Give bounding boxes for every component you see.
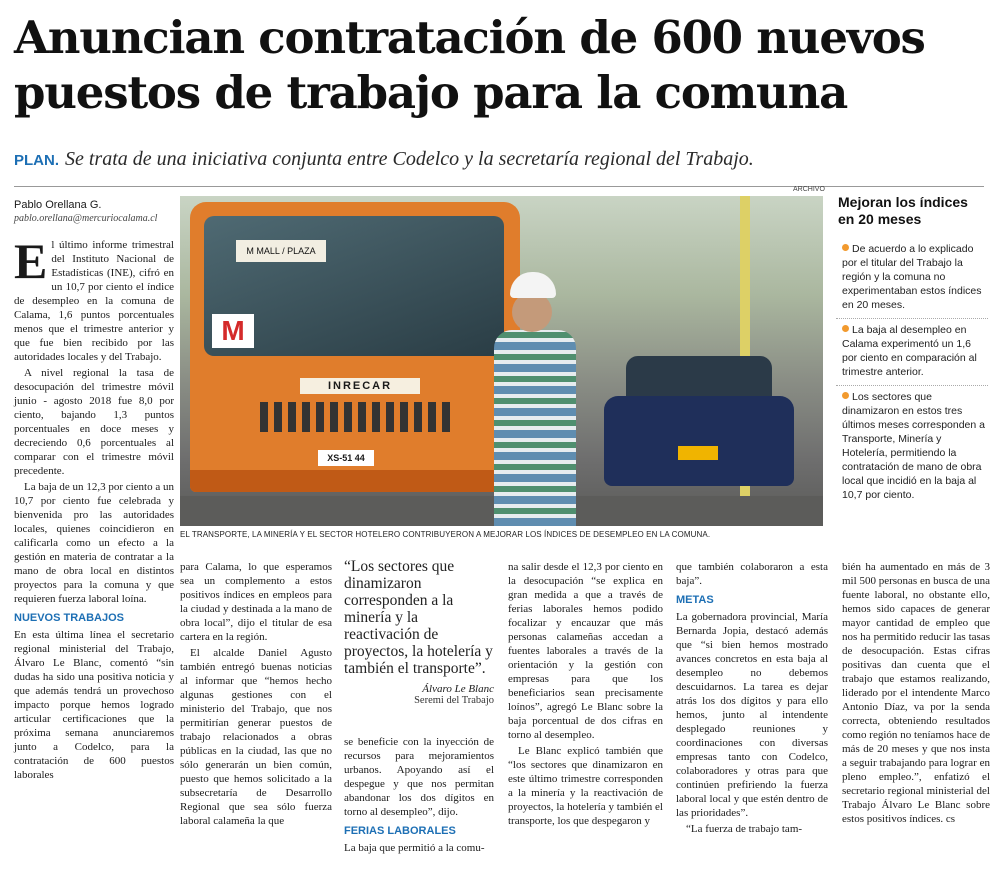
photo-car [604,356,794,496]
sidebar-box [836,194,988,508]
sidebar-item: Los sectores que dinamizaron en estos tres últimos meses corresponden a Transporte, Minería y Hotelería, permitiendo la contratación de mano de obra local que incidió en la baja al 10,7 por ciento. [842,391,985,501]
bus-bumper [190,470,520,492]
pull-quote [344,558,494,706]
paragraph: se beneficie con la inyección de recursos para mejoramientos urbanos. Apoyando así el despegue y que nos permitan abandonar los dos dígitos en torno al desempleo”, dijo. [344,736,494,818]
section-heading-metas: METAS [676,594,714,606]
sidebar-item: De acuerdo a lo explicado por el titular del Trabajo la región y la comuna no experimentaban estos índices en 20 meses. [836,238,988,319]
pedestrian-cap [510,272,556,298]
bus-plate: XS-51 44 [318,450,374,466]
bus-grille [260,402,450,432]
headline-line-2: puestos de trabajo para la comuna [14,66,848,119]
byline-email: pablo.orellana@mercuriocalama.cl [14,213,158,224]
paragraph: En esta última línea el secretario regional ministerial del Trabajo, Álvaro Le Blanc, comentó “sin dudas ha sido una positiva noticia y que además tendrá un provechoso impacto porque hemos logrado articular certificaciones que la próxima semana anunciaremos junto a Codelco, para la contratación de 600 puestos laborales [14,629,174,781]
car-plate [678,446,718,460]
article-column-6 [842,560,990,828]
article-column-5 [676,560,828,838]
photo-pedestrian [480,272,580,526]
byline-name: Pablo Orellana G. [14,199,102,211]
photo-caption: EL TRANSPORTE, LA MINERÍA Y EL SECTOR HOTELERO CONTRIBUYERON A MEJORAR LOS ÍNDICES DE DESEMPLEO EN LA COMUNA. [180,530,711,539]
paragraph: Le Blanc explicó también que “los sectores que dinamizaron en este último trimestre corresponden a la minería y la reactivación de proyectos, la hotelería y también el transporte, los que despegaron y [508,745,663,827]
pedestrian-head [512,292,552,332]
paragraph: La gobernadora provincial, María Bernarda Jopia, destacó además que “si bien hemos mostrado avances concretos en esta baja al desempleo no debemos descuidarnos. La tarea es dejar atrás los dos dígitos y para ello hemos, junto al intendente desplegado reuniones y coordinaciones con diversas empresas tanto con Codelco, colaboradores y otras para que continúen prefiriendo la fuerza laboral local y que estén dentro de las prioridades”. [676,611,828,819]
bullet-icon [842,325,849,332]
pull-quote-role: Seremi del Trabajo [414,695,494,706]
news-photo [180,196,823,526]
end-mark: cs [945,813,956,825]
section-heading-ferias-laborales: FERIAS LABORALES [344,825,456,837]
paragraph: que también colaboraron a esta baja”. [676,561,828,587]
paragraph: l último informe trimestral del Instituto Nacional de Estadísticas (INE), cifró en un 10,7 por ciento el índice de desempleo en la comuna de Calama, 1,6 puntos porcentuales menos que el trimestre anterior y que fue bien recibido por las autoridades locales y del Trabajo. [14,239,174,363]
bullet-icon [842,392,849,399]
article-column-2 [180,560,332,830]
article-column-3 [344,735,494,857]
paragraph: para Calama, lo que esperamos sea un complemento a estos positivos índices en empleos para la ciudad y destinada a la mano de obra local”, dijo el titular de esa cartera en la región. [180,561,332,643]
pedestrian-shirt [494,330,576,526]
paragraph: “La fuerza de trabajo tam- [686,823,803,835]
drop-cap: E [14,233,48,289]
bus-route-sign: M MALL / PLAZA [236,240,326,262]
bus-route-letter: M [212,314,254,348]
headline-divider [14,186,984,187]
article-column-1 [14,233,174,784]
article-column-4 [508,560,663,830]
photo-credit: ARCHIVO [793,186,825,193]
car-body [604,396,794,486]
paragraph: El alcalde Daniel Agusto también entregó buenas noticias al informar que “hemos hecho algunas gestiones con el ministerio del Trabajo, que nos permitirían generar puestos de trabajo relacionados a obras públicas en la ciudad, las que no sólo generarán un bien común, puesto que hemos solicitado a la subsecretaría de Desarrollo Regional que sea sólo fuerza laboral calameña la que [180,647,332,827]
sidebar-title: Mejoran los índices en 20 meses [838,194,968,227]
subhead-deck: Se trata de una iniciativa conjunta entre Codelco y la secretaría regional del Trabajo. [65,148,754,170]
bus-brand: INRECAR [300,378,420,394]
pull-quote-text: “Los sectores que dinamizaron corresponden a la minería y la reactivación de proyectos, la hotelería y también el transporte”. [344,558,493,677]
sidebar-item: La baja al desempleo en Calama experimentó un 1,6 por ciento en comparación al trimestre anterior. [836,319,988,386]
paragraph: La baja que permitió a la comu- [344,842,485,854]
photo-bus [190,202,520,492]
byline [14,198,174,226]
section-heading-nuevos-trabajos: NUEVOS TRABAJOS [14,612,125,624]
paragraph: bién ha aumentado en más de 3 mil 500 personas en busca de una fuente laboral, no obstante ello, hemos sido capaces de generar mayor cantidad de empleo que nos ha permitido reducir las tasas de desocupación. Estas cifras positivas dan cuenta que el trabajo que estamos realizando, liderado por el intendente Marco Antonio Díaz, va por la senda correcta, obteniendo resultados como región no teníamos hace de más de 20 meses y que nos insta a seguir trabajando para lograr en pleno empleo.”, enfatizó el secretario regional ministerial del Trabajo Álvaro Le Blanc sobre estos positivos índices. [842,561,990,825]
paragraph: La baja de un 12,3 por ciento a un 10,7 por ciento fue celebrada y bienvenida pro las autoridades locales, quienes coincidieron en calificarla como un efecto a la gestión en materia de contratar a la mano de obra local en distintos proyectos para la comuna y que requieren fuerza laboral loína. [14,481,174,605]
subhead-label: PLAN. [14,152,59,169]
subhead [14,148,989,171]
headline [14,10,989,120]
pull-quote-author: Álvaro Le Blanc [422,683,494,695]
paragraph: na salir desde el 12,3 por ciento en la desocupación “se explica en gran medida a que a través de ferias laborales hemos podido focalizar y encauzar que más personas calameñas accedan a fuentes laborales a través de la orientación y la gestión con empresas para que los beneficiarios sean precisamente loínos”, agregó Le Blanc sobre la baja porcentual de dos cifras en torno al desempleo. [508,561,663,741]
headline-line-1: Anuncian contratación de 600 nuevos [14,11,925,64]
bullet-icon [842,244,849,251]
paragraph: A nivel regional la tasa de desocupación del trimestre móvil junio - agosto 2018 fue 8,0 por ciento, bajando 1,3 puntos porcentuales en doce meses y decreciendo 0,6 porcentuales al comparar con el trimestre móvil precedente. [14,367,174,477]
